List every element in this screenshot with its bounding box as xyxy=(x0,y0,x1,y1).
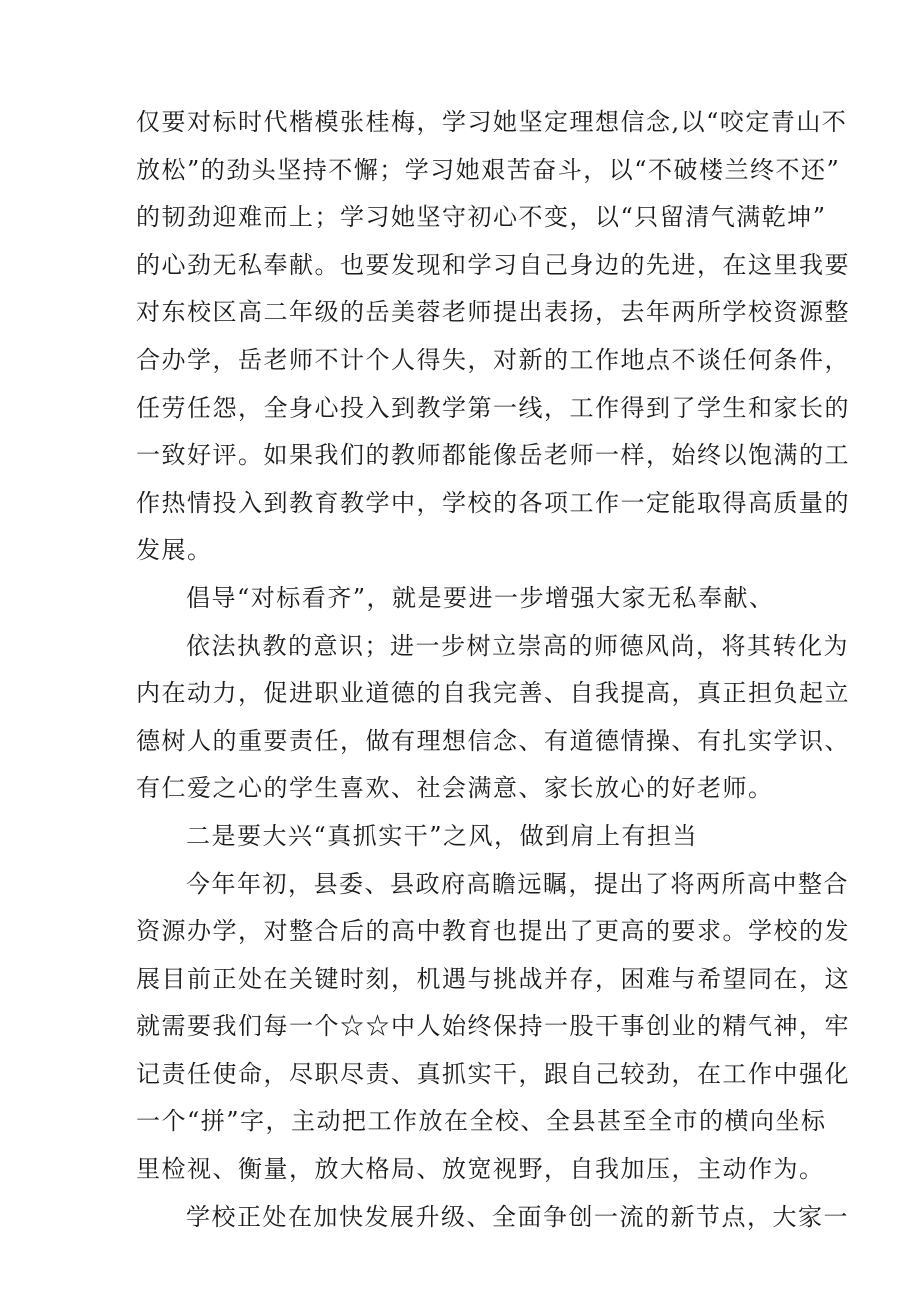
text-line: 就需要我们每一个☆☆中人始终保持一股干事创业的精气神，牢 xyxy=(136,1012,850,1041)
text-line: 内在动力，促进职业道德的自我完善、自我提高，真正担负起立 xyxy=(136,679,850,708)
text-line: 一个“拼”字，主动把工作放在全校、全县甚至全市的横向坐标 xyxy=(136,1107,827,1136)
text-line: 学校正处在加快发展升级、全面争创一流的新节点，大家一 xyxy=(186,1202,849,1231)
document-body xyxy=(136,99,850,1241)
text-line: 展目前正处在关键时刻，机遇与挑战并存，困难与希望同在，这 xyxy=(136,964,850,993)
text-line: 有仁爱之心的学生喜欢、社会满意、家长放心的好老师。 xyxy=(136,774,774,803)
text-line: 一致好评。如果我们的教师都能像岳老师一样，始终以饱满的工 xyxy=(136,441,850,470)
text-line: 仅要对标时代楷模张桂梅，学习她坚定理想信念,以“咬定青山不 xyxy=(136,108,848,136)
text-line: 二是要大兴“真抓实干”之风，做到肩上有担当 xyxy=(186,821,699,850)
text-line: 依法执教的意识；进一步树立崇高的师德风尚，将其转化为 xyxy=(186,631,849,660)
text-line: 对东校区高二年级的岳美蓉老师提出表扬，去年两所学校资源整 xyxy=(136,298,850,327)
text-line: 放松”的劲头坚持不懈；学习她艰苦奋斗，以“不破楼兰终不还” xyxy=(136,155,841,184)
text-line: 今年年初，县委、县政府高瞻远瞩，提出了将两所高中整合 xyxy=(186,869,849,898)
text-line: 的心劲无私奉献。也要发现和学习自己身边的先进，在这里我要 xyxy=(136,250,850,279)
text-line: 里检视、衡量，放大格局、放宽视野，自我加压，主动作为。 xyxy=(136,1155,825,1184)
text-line: 任劳任怨，全身心投入到教学第一线，工作得到了学生和家长的 xyxy=(136,393,850,422)
text-line: 发展。 xyxy=(136,536,213,565)
text-line: 德树人的重要责任，做有理想信念、有道德情操、有扎实学识、 xyxy=(136,726,850,755)
text-line: 资源办学，对整合后的高中教育也提出了更高的要求。学校的发 xyxy=(136,917,850,946)
text-line: 倡导“对标看齐”，就是要进一步增强大家无私奉献、 xyxy=(186,583,775,612)
text-line: 合办学，岳老师不计个人得失，对新的工作地点不谈任何条件， xyxy=(136,345,850,374)
text-line: 作热情投入到教育教学中，学校的各项工作一定能取得高质量的 xyxy=(136,488,850,517)
text-line: 的韧劲迎难而上；学习她坚守初心不变，以“只留清气满乾坤” xyxy=(136,203,827,232)
text-line: 记责任使命，尽职尽责、真抓实干，跟自己较劲，在工作中强化 xyxy=(136,1059,850,1088)
